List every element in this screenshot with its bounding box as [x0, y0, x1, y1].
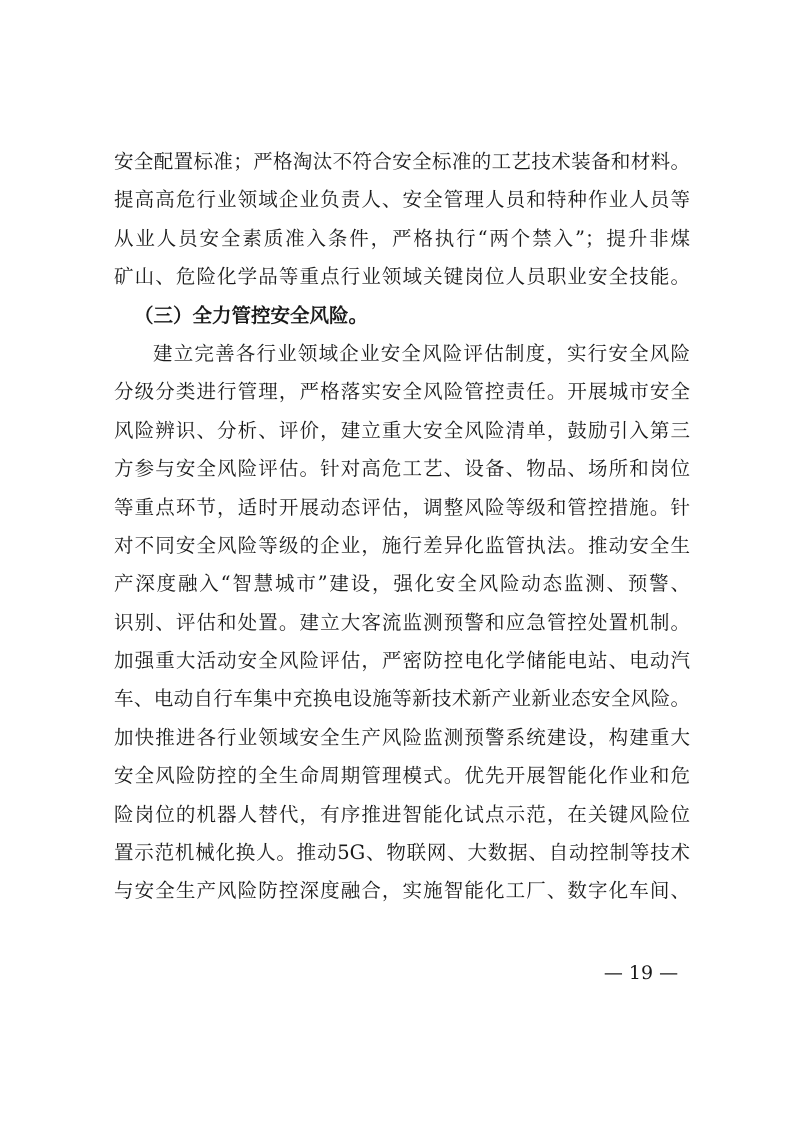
text-line: 方参与安全风险评估。针对高危工艺、设备、物品、场所和岗位	[114, 457, 690, 481]
text-line: 分级分类进行管理，严格落实安全风险管控责任。开展城市安全	[114, 380, 690, 404]
text-line: 安全风险防控的全生命周期管理模式。优先开展智能化作业和危	[114, 764, 690, 788]
text-line: 安全配置标准；严格淘汰不符合安全标准的工艺技术装备和材料。	[114, 150, 690, 173]
text-line: 矿山、危险化学品等重点行业领域关键岗位人员职业安全技能。	[114, 265, 690, 289]
section-heading: （三）全力管控安全风险。	[134, 303, 369, 327]
text-line: 加快推进各行业领域安全生产风险监测预警系统建设，构建重大	[114, 725, 690, 749]
body-text	[114, 143, 690, 911]
text-line: 产深度融入“智慧城市”建设，强化安全风险动态监测、预警、	[114, 572, 690, 596]
text-line: 与安全生产风险防控深度融合，实施智能化工厂、数字化车间、	[114, 879, 690, 903]
text-line: 从业人员安全素质准入条件，严格执行“两个禁入”；提升非煤	[114, 226, 690, 250]
text-line: 险岗位的机器人替代，有序推进智能化试点示范，在关键风险位	[114, 802, 690, 826]
text-line: 加强重大活动安全风险评估，严密防控电化学储能电站、电动汽	[114, 649, 690, 673]
paragraph-first-line: 建立完善各行业领域企业安全风险评估制度，实行安全风险	[153, 341, 690, 365]
text-line: 置示范机械化换人。推动5G、物联网、大数据、自动控制等技术	[114, 841, 690, 865]
text-line: 等重点环节，适时开展动态评估，调整风险等级和管控措施。针	[114, 495, 690, 519]
text-line: 提高高危行业领域企业负责人、安全管理人员和特种作业人员等	[114, 188, 690, 212]
text-line: 风险辨识、分析、评价，建立重大安全风险清单，鼓励引入第三	[114, 418, 690, 442]
text-line: 识别、评估和处置。建立大客流监测预警和应急管控处置机制。	[114, 610, 690, 634]
text-line: 对不同安全风险等级的企业，施行差异化监管执法。推动安全生	[114, 533, 690, 557]
text-line: 车、电动自行车集中充换电设施等新技术新产业新业态安全风险。	[114, 687, 690, 711]
page-number: — 19 —	[603, 962, 679, 984]
